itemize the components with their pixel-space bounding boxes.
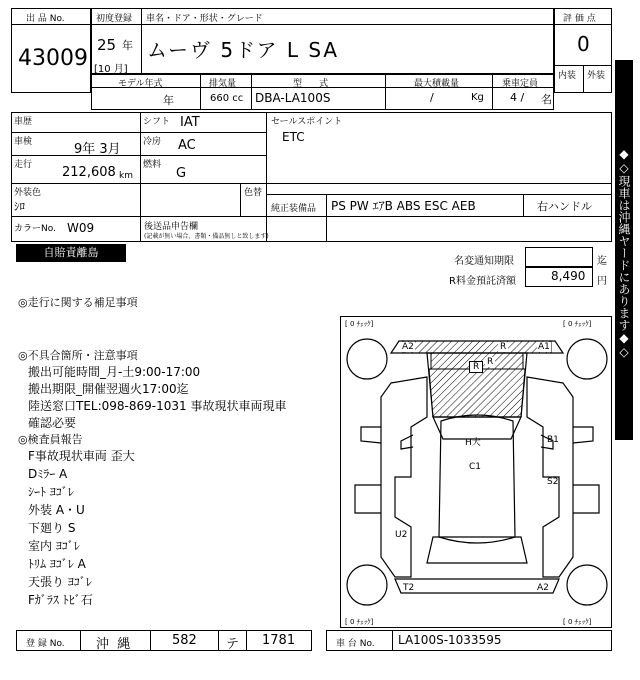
score-value: 0 — [577, 32, 590, 56]
chassis-label: 車 台 No. — [336, 639, 375, 649]
reg-no-label: 登 録 No. — [26, 639, 65, 649]
color-no-label: カラーNo. — [14, 224, 56, 234]
reg-area: 沖 縄 — [96, 637, 131, 652]
reg-number: 1781 — [262, 633, 296, 648]
fuel-value: G — [176, 166, 187, 181]
first-reg-label: 初度登録 — [96, 14, 133, 24]
report-line: 室内 ﾖｺﾞﾚ — [28, 539, 80, 553]
mark-a1-front: A1 — [538, 342, 550, 352]
shift-label: シフト — [143, 117, 171, 127]
defects-line-1: 搬出可能時間_月-土9:00-17:00 — [28, 365, 201, 379]
mark-s2: S2 — [547, 477, 559, 487]
recycle-label: R料金預託済額 — [449, 276, 516, 287]
fuel-label: 燃料 — [143, 160, 162, 170]
inspection-label: 車検 — [14, 137, 33, 147]
wheel-front-right — [567, 339, 607, 379]
steering-value: 右ハンドル — [537, 200, 592, 213]
max-load-label: 最大積載量 — [414, 79, 460, 89]
chassis-number: LA100S-1033595 — [398, 633, 502, 647]
report-line: Dﾐﾗｰ A — [28, 467, 68, 481]
mark-h-large: H大 — [465, 438, 481, 448]
type-label: 型 式 — [293, 79, 329, 89]
report-line: 外装 A・U — [28, 503, 85, 517]
body-left-side — [381, 377, 427, 577]
max-load-unit: Kg — [471, 92, 484, 103]
lot-number: 43009 — [18, 46, 88, 71]
report-line: F事故現状車両 歪大 — [28, 449, 135, 463]
type-value: DBA-LA100S — [255, 91, 331, 105]
color-no-value: W09 — [67, 221, 95, 235]
aftermarket-label: 後送品申告欄 — [144, 222, 199, 232]
reg-kana: テ — [226, 637, 240, 652]
report-line: 下廻り S — [28, 521, 76, 535]
model-year-label: モデル年式 — [118, 79, 163, 89]
ac-value: AC — [178, 138, 196, 153]
sales-points-label: セールスポイント — [271, 117, 343, 127]
hood-damage — [429, 369, 525, 417]
reg-class: 582 — [172, 633, 197, 648]
yard-location-banner: ◆◇現車は沖縄ヤードにあります◆◇ — [615, 60, 633, 440]
title-deadline-box — [525, 247, 593, 267]
car-name: ムーヴ 5ドア L SA — [147, 38, 340, 62]
interior-label: 内装 — [558, 71, 577, 81]
color-change-label: 色替 — [244, 188, 263, 198]
check-label-tl: [ 0 ﾁｪｯｸ] — [345, 320, 374, 328]
first-reg-month: [10 月] — [94, 64, 128, 75]
inspector-heading: ◎検査員報告 — [18, 433, 83, 446]
check-label-bl: [ 0 ﾁｪｯｸ] — [345, 618, 374, 626]
wheel-rear-left — [347, 565, 387, 605]
recycle-amount: 8,490 — [551, 269, 586, 283]
exterior-label: 外装 — [587, 71, 606, 81]
defects-line-3: 陸送窓口TEL:098-869-1031 事故現状車両現車 — [28, 399, 287, 413]
recycle-unit: 円 — [597, 276, 607, 287]
mark-a2-rear: A2 — [537, 583, 549, 593]
year-unit: 年 — [122, 39, 133, 52]
wheel-front-left — [347, 339, 387, 379]
check-label-br: [ 0 ﾁｪｯｸ] — [563, 618, 592, 626]
mark-r-grille: R — [487, 357, 494, 367]
mark-a2-front: A2 — [402, 342, 414, 352]
car-diagram — [340, 316, 612, 628]
report-line: Fｶﾞﾗｽ ﾄﾋﾞ石 — [28, 593, 93, 607]
model-year-unit: 年 — [163, 94, 174, 107]
mark-r-front: R — [500, 342, 507, 352]
inspection-value: 9年 3月 — [74, 142, 121, 157]
check-label-tr: [ 0 ﾁｪｯｸ] — [563, 320, 592, 328]
report-line: 天張り ﾖｺﾞﾚ — [28, 575, 92, 589]
mark-b1: B1 — [547, 435, 559, 445]
title-deadline-label: 名変通知期限 — [454, 256, 514, 267]
defects-heading: ◎不具合箇所・注意事項 — [18, 349, 138, 362]
mileage-value: 212,608 — [62, 165, 116, 180]
ac-label: 冷房 — [143, 137, 162, 147]
first-reg-year: 25 — [97, 36, 117, 54]
driving-notes-heading: ◎走行に関する補足事項 — [18, 296, 138, 309]
lot-no-label: 出 品 No. — [26, 14, 65, 24]
mark-r-hood: R — [469, 361, 483, 373]
car-label: 車名・ドア・形状・グレード — [146, 14, 263, 24]
std-equipment-value: PS PW ｴｱB ABS ESC AEB — [331, 199, 476, 213]
wheel-rear-right — [567, 565, 607, 605]
max-load-sep: / — [430, 91, 434, 104]
capacity-label: 乗車定員 — [502, 79, 539, 89]
std-equipment-label: 純正装備品 — [271, 204, 317, 214]
report-line: ﾄﾘﾑ ﾖｺﾞﾚ A — [28, 557, 86, 571]
defects-line-2: 搬出期限_開催翌週火17:00迄 — [28, 382, 189, 396]
displacement-label: 排気量 — [209, 79, 237, 89]
sales-point-1: ETC — [282, 130, 305, 144]
capacity-value: 4 / — [510, 91, 525, 104]
mileage-unit: km — [119, 171, 133, 181]
score-label: 評 価 点 — [563, 14, 596, 24]
history-label: 車歴 — [14, 117, 33, 127]
mark-c1: C1 — [469, 462, 482, 472]
report-line: ｼｰﾄ ﾖｺﾞﾚ — [28, 485, 74, 499]
mark-t2: T2 — [403, 583, 415, 593]
shift-value: IAT — [180, 115, 200, 130]
capacity-unit: 名 — [541, 93, 552, 106]
aftermarket-note: (記載が無い場合、書類・備品無しと致します) — [144, 233, 269, 240]
tailgate — [427, 537, 527, 563]
remote-island-banner: 自賠責離島 — [16, 244, 126, 262]
front-bumper-damage — [403, 341, 551, 353]
displacement-value: 660 cc — [210, 93, 244, 104]
mark-u2: U2 — [395, 530, 408, 540]
ext-color-label: 外装色 — [14, 188, 42, 198]
title-deadline-unit: 迄 — [597, 256, 607, 267]
defects-line-4: 確認必要 — [28, 416, 77, 430]
ext-color-value: ｼﾛ — [14, 200, 25, 213]
rear-bumper — [395, 579, 559, 593]
mileage-label: 走行 — [14, 160, 33, 170]
